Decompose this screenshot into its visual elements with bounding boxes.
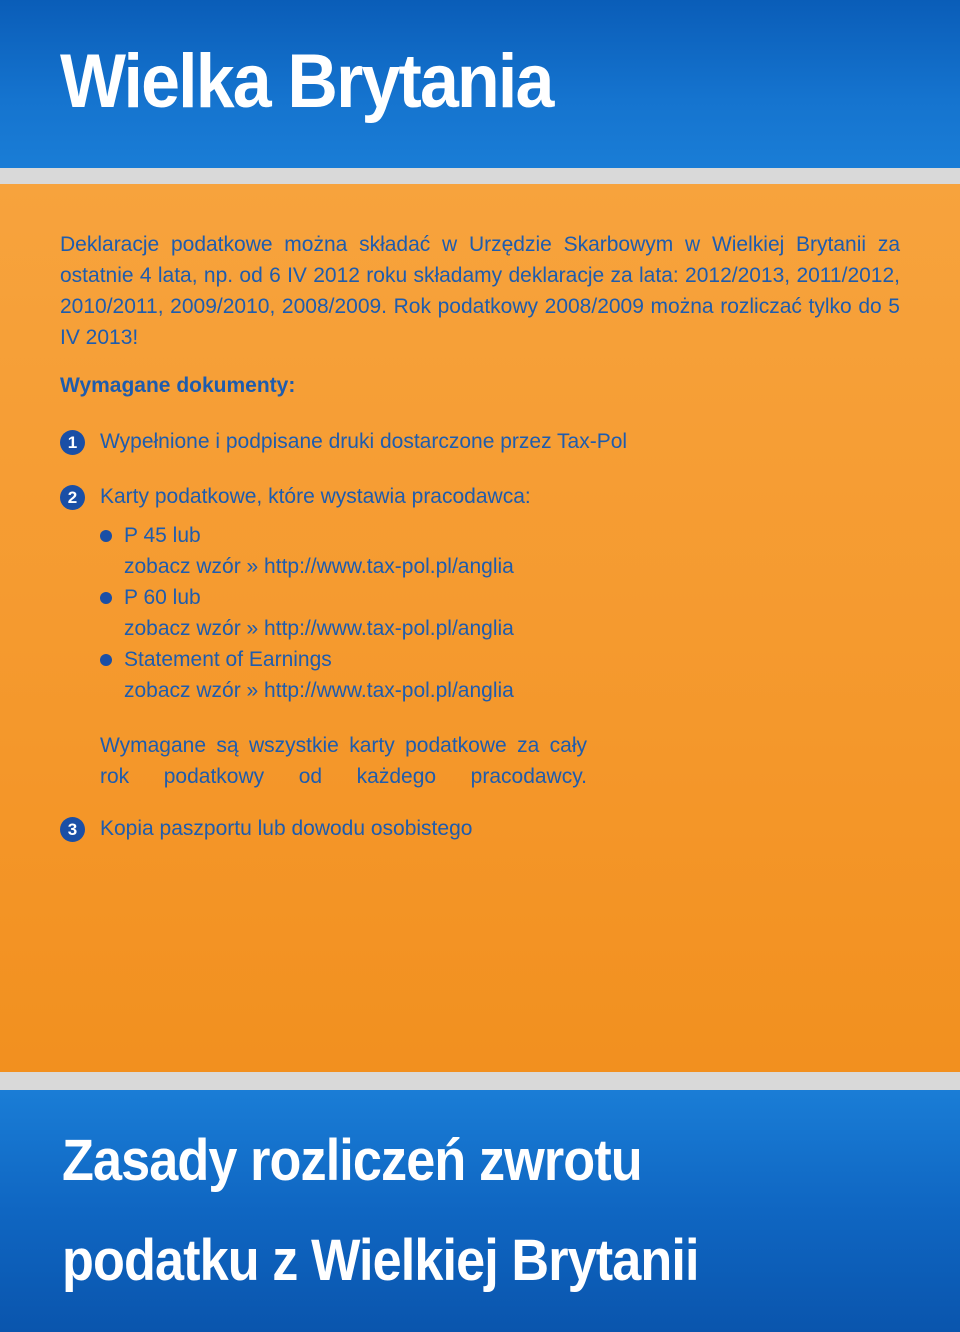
item-number-3: 3	[60, 817, 85, 842]
bullet-icon	[100, 592, 112, 604]
footer-title-line-1: Zasady rozliczeń zwrotu	[62, 1128, 642, 1193]
page-title: Wielka Brytania	[60, 39, 553, 124]
tax-card-statement: Statement of Earnings	[124, 648, 332, 671]
divider-top	[0, 168, 960, 184]
divider-bottom	[0, 1072, 960, 1090]
tax-cards-note: Wymagane są wszystkie karty podatkowe za cały rok podatkowy od każdego pracodawcy.	[100, 734, 587, 788]
item-3-text: Kopia paszportu lub dowodu osobistego	[100, 817, 473, 840]
tax-card-p45-link[interactable]: zobacz wzór » http://www.tax-pol.pl/anglia	[124, 555, 514, 578]
item-number-1: 1	[60, 430, 85, 455]
item-2-text: Karty podatkowe, które wystawia pracodawca:	[100, 485, 531, 508]
tax-card-p60-link[interactable]: zobacz wzór » http://www.tax-pol.pl/anglia	[124, 617, 514, 640]
item-1-text: Wypełnione i podpisane druki dostarczone przez Tax-Pol	[100, 430, 628, 453]
item-number-2: 2	[60, 485, 85, 510]
header-banner	[0, 0, 960, 168]
footer-title-line-2: podatku z Wielkiej Brytanii	[62, 1228, 699, 1293]
intro-paragraph: Deklaracje podatkowe można składać w Urzędzie Skarbowym w Wielkiej Brytanii za ostatnie 4 lata, np. od 6 IV 2012 roku składamy deklaracje za lata: 2012/2013, 2011/2012, 2010/2011, 2009/2010, 2008/2009. Rok podatkowy 2008/2009 można rozliczać tylko do 5 IV 2013!	[60, 233, 900, 349]
tax-card-statement-link[interactable]: zobacz wzór » http://www.tax-pol.pl/anglia	[124, 679, 514, 702]
required-documents-heading: Wymagane dokumenty:	[60, 374, 296, 397]
bullet-icon	[100, 654, 112, 666]
footer-banner	[0, 1090, 960, 1332]
content-panel	[0, 184, 960, 1072]
bullet-icon	[100, 530, 112, 542]
tax-card-p45: P 45 lub	[124, 524, 201, 547]
tax-card-p60: P 60 lub	[124, 586, 201, 609]
